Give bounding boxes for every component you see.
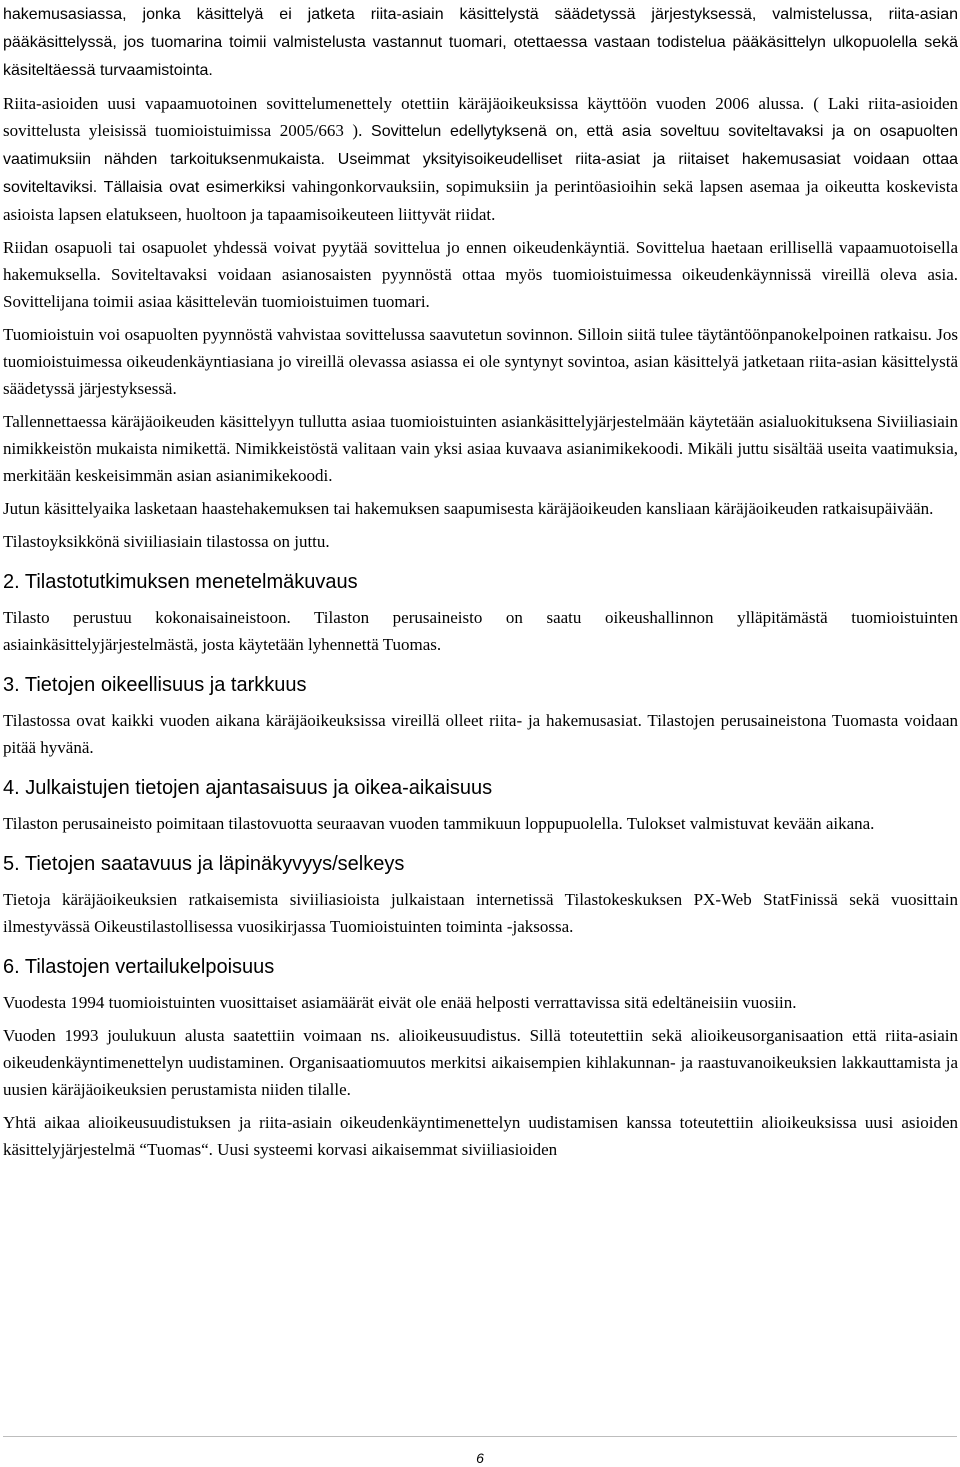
- section-heading: 3. Tietojen oikeellisuus ja tarkkuus: [3, 674, 307, 696]
- body-paragraph: [3, 886, 958, 940]
- body-paragraph: [3, 234, 958, 315]
- paragraph-text: Tilasto perustuu kokonaisaineistoon. Tilaston perusaineisto on saatu oikeushallinnon ylläpitämästä tuomioistuinten asiainkäsittelyjärjestelmästä, josta käytetään lyhennettä Tuomas.: [3, 608, 958, 654]
- paragraph-text: hakemusasiassa, jonka käsittelyä ei jatketa riita-asiain käsittelystä säädetyssä järjestyksessä, valmistelussa, riita-asian pääkäsittelyssä, jos tuomarina toimii valmistelusta vastannut tuomari, otettaessa vastaan todistelua pääkäsittelyn ulkopuolella sekä käsiteltäessä turvaamistointa.: [3, 6, 958, 79]
- paragraph-text: Yhtä aikaa alioikeusuudistuksen ja riita-asiain oikeudenkäyntimenettelyn uudistamisen kanssa toteutettiin alioikeuksissa uusi asioiden käsittelyjärjestelmä “Tuomas“. Uusi systeemi korvasi aikaisemmat siviiliasioiden: [3, 1113, 958, 1159]
- section-heading: 2. Tilastotutkimuksen menetelmäkuvaus: [3, 571, 358, 593]
- paragraph-text: Tilastoyksikkönä siviiliasiain tilastossa on juttu.: [3, 532, 330, 551]
- paragraph-text: Sovittelun edellytyksenä on, että asia soveltuu soviteltavaksi ja on osapuolten vaatimuksiin nähden tarkoituksenmukaista. Useimmat yksityisoikeudelliset riita-asiat ja riitaiset hakemusasiat voidaan ottaa soviteltaviksi. Tällaisia ovat esimerkiksi: [3, 123, 959, 196]
- body-paragraph: [3, 1022, 958, 1103]
- paragraph-text: Vuoden 1993 joulukuun alusta saatettiin voimaan ns. alioikeusuudistus. Sillä toteutettiin sekä alioikeusorganisaation että riita-asiain oikeudenkäyntimenettelyn uudistaminen. Organisaatiomuutos merkitsi aikaisempien kihlakunnan- ja raastuvanoikeuksien lakkauttamista ja uusien käräjäoikeuksien perustamista niiden tilalle.: [3, 1026, 958, 1099]
- body-paragraph: [3, 0, 958, 84]
- section-heading: 5. Tietojen saatavuus ja läpinäkyvyys/selkeys: [3, 853, 405, 875]
- body-paragraph: [3, 707, 958, 761]
- body-paragraph: [3, 408, 958, 489]
- footer-divider: [3, 1436, 957, 1437]
- paragraph-text: Tietoja käräjäoikeuksien ratkaisemista siviiliasioista julkaistaan internetissä Tilastokeskuksen PX-Web StatFinissä sekä vuosittain ilmestyvässä Oikeustilastollisessa vuosikirjassa Tuomioistuinten toiminta -jaksossa.: [3, 890, 958, 936]
- body-paragraph: [3, 528, 958, 555]
- document-page: [3, 0, 958, 1169]
- paragraph-text: Jutun käsittelyaika lasketaan haastehakemuksen tai hakemuksen saapumisesta käräjäoikeuden kansliaan käräjäoikeuden ratkaisupäivään.: [3, 499, 934, 518]
- body-paragraph: [3, 810, 958, 837]
- page-number: 6: [476, 1450, 484, 1466]
- body-paragraph: [3, 90, 958, 228]
- body-paragraph: [3, 604, 958, 658]
- paragraph-text: Tilastossa ovat kaikki vuoden aikana käräjäoikeuksissa vireillä olleet riita- ja hakemusasiat. Tilastojen perusaineistona Tuomasta voidaan pitää hyvänä.: [3, 711, 958, 757]
- paragraph-text: Riidan osapuoli tai osapuolet yhdessä voivat pyytää sovittelua jo ennen oikeudenkäyntiä. Sovittelua haetaan erillisellä vapaamuotoisella hakemuksella. Soviteltavaksi voidaan asianosaisten pyynnöstä ottaa myös tuomioistuimessa oikeudenkäynnissä vireillä oleva asia. Sovittelijana toimii asiaa käsittelevän tuomioistuimen tuomari.: [3, 238, 958, 311]
- body-paragraph: [3, 321, 958, 402]
- body-paragraph: [3, 989, 958, 1016]
- paragraph-text: Tuomioistuin voi osapuolten pyynnöstä vahvistaa sovittelussa saavutetun sovinnon. Silloin siitä tulee täytäntöönpanokelpoinen ratkaisu. Jos tuomioistuimessa oikeudenkäyntiasiana jo vireillä olevassa asiassa ei ole syntynyt sovintoa, asian käsittelyä jatketaan riita-asian käsittelystä säädetyssä järjestyksessä.: [3, 325, 958, 398]
- paragraph-text: Riita-asioiden uusi vapaamuotoinen sovittelumenettely otettiin käräjäoikeuksissa käyttöön vuoden 2006 alussa. ( Laki riita-asioiden sovittelusta yleisissä tuomioistuimissa 2005/663 ).: [3, 94, 958, 140]
- paragraph-text: Tilaston perusaineisto poimitaan tilastovuotta seuraavan vuoden tammikuun loppupuolella. Tulokset valmistuvat kevään aikana.: [3, 814, 875, 833]
- body-paragraph: [3, 1109, 958, 1163]
- section-heading: 6. Tilastojen vertailukelpoisuus: [3, 956, 275, 978]
- paragraph-text: vahingonkorvauksiin, sopimuksiin ja perintöasioihin sekä lapsen asemaa ja oikeutta koskevista asioista lapsen elatukseen, huoltoon ja tapaamisoikeuteen liittyvät riidat.: [3, 177, 959, 224]
- body-paragraph: [3, 495, 958, 522]
- section-heading: 4. Julkaistujen tietojen ajantasaisuus ja oikea-aikaisuus: [3, 777, 493, 799]
- paragraph-text: Tallennettaessa käräjäoikeuden käsittelyyn tullutta asiaa tuomioistuinten asiankäsittelyjärjestelmään käytetään asialuokituksena Siviiliasiain nimikkeistön mukaista nimikettä. Nimikkeistöstä valitaan vain yksi asiaa kuvaava asianimikekoodi. Mikäli juttu sisältää useita vaatimuksia, merkitään keskeisimmän asian asianimikekoodi.: [3, 412, 958, 485]
- paragraph-text: Vuodesta 1994 tuomioistuinten vuosittaiset asiamäärät eivät ole enää helposti verrattavissa sitä edeltäneisiin vuosiin.: [3, 993, 797, 1012]
